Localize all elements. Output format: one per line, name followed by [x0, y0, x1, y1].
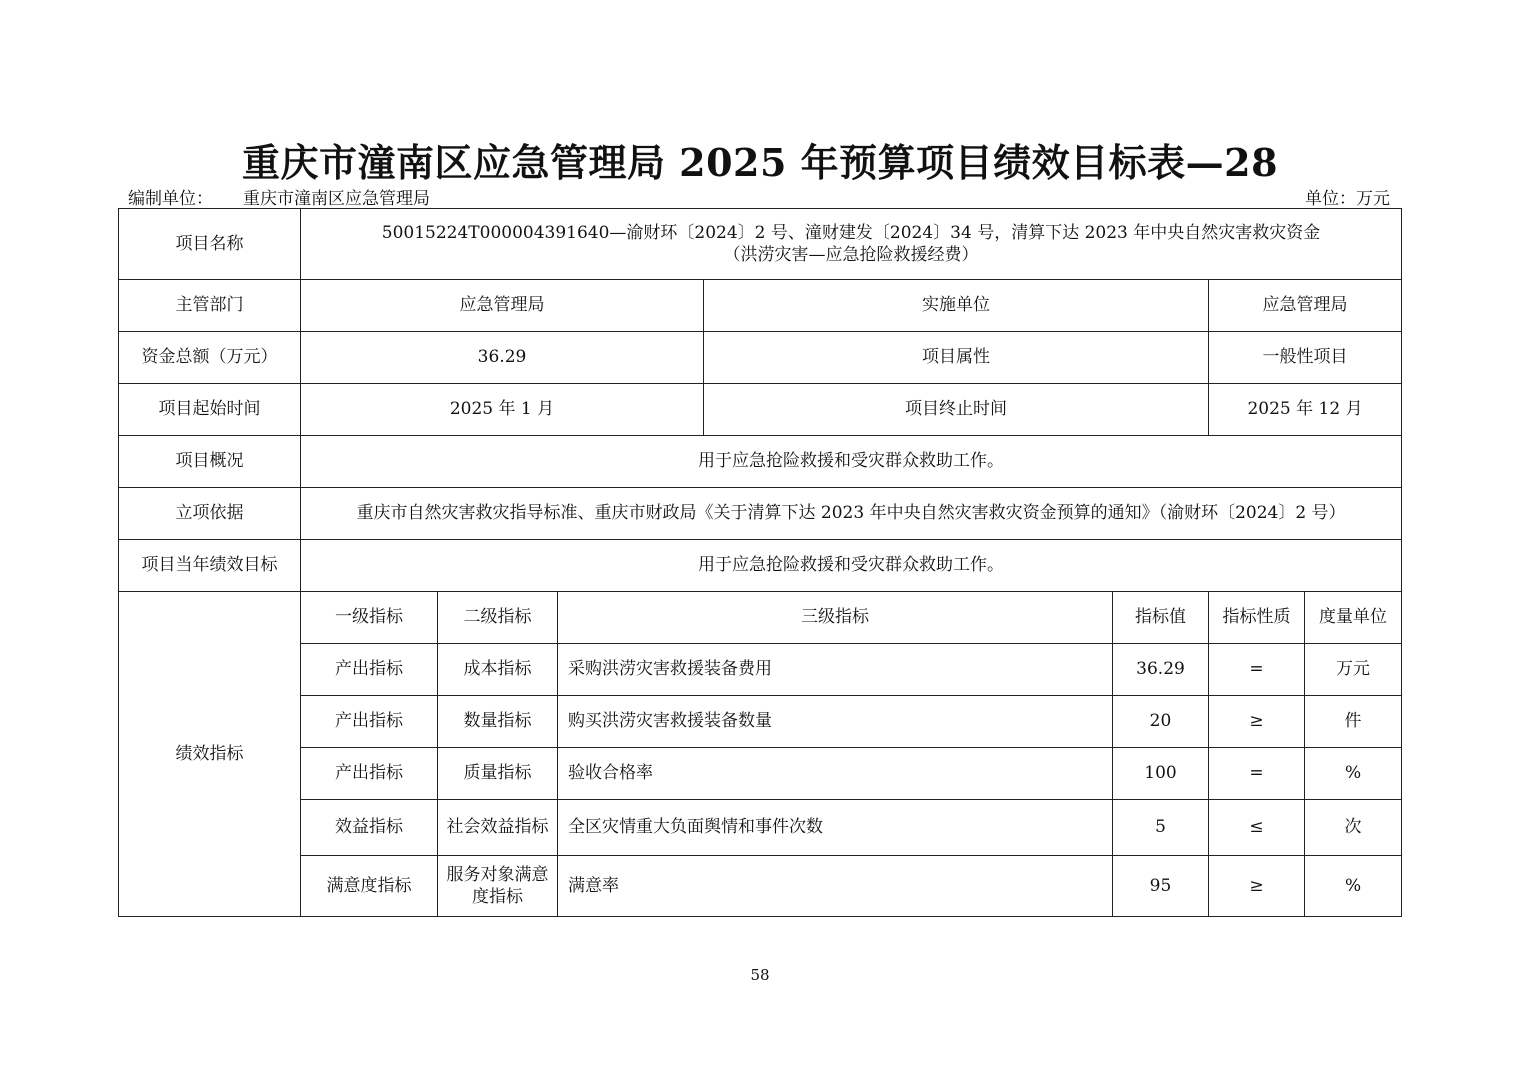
- level2-cell: 社会效益指标: [438, 800, 558, 856]
- row-basis: [119, 488, 1402, 540]
- value-cell: 95: [1113, 856, 1209, 917]
- unit-cell: %: [1305, 856, 1402, 917]
- impl-value: 应急管理局: [1209, 280, 1402, 332]
- level1-cell: 产出指标: [301, 644, 438, 696]
- overview-value: 用于应急抢险救援和受灾群众救助工作。: [301, 436, 1402, 488]
- attr-label: 项目属性: [704, 332, 1209, 384]
- end-label: 项目终止时间: [704, 384, 1209, 436]
- nature-cell: ≥: [1209, 696, 1305, 748]
- goal-value: 用于应急抢险救援和受灾群众救助工作。: [301, 540, 1402, 592]
- fund-value: 36.29: [301, 332, 704, 384]
- header-unit: 度量单位: [1305, 592, 1402, 644]
- value-cell: 20: [1113, 696, 1209, 748]
- page-number: 58: [750, 966, 770, 984]
- unit-cell: 万元: [1305, 644, 1402, 696]
- row-goal: [119, 540, 1402, 592]
- level1-cell: 产出指标: [301, 748, 438, 800]
- dept-label: 主管部门: [119, 280, 301, 332]
- level2-cell: 服务对象满意度指标: [438, 856, 558, 917]
- nature-cell: =: [1209, 644, 1305, 696]
- nature-cell: ≥: [1209, 856, 1305, 917]
- level1-cell: 效益指标: [301, 800, 438, 856]
- end-value: 2025 年 12 月: [1209, 384, 1402, 436]
- indicator-section-label: 绩效指标: [119, 592, 301, 917]
- level3-cell: 采购洪涝灾害救援装备费用: [558, 644, 1113, 696]
- row-time: [119, 384, 1402, 436]
- level3-cell: 满意率: [558, 856, 1113, 917]
- level2-cell: 数量指标: [438, 696, 558, 748]
- row-fund: [119, 332, 1402, 384]
- table-row: [119, 800, 1402, 856]
- table-row: [119, 856, 1402, 917]
- value-cell: 5: [1113, 800, 1209, 856]
- table-row: [119, 748, 1402, 800]
- compiler-label: 编制单位：: [128, 189, 213, 209]
- level1-cell: 满意度指标: [301, 856, 438, 917]
- basis-value: 重庆市自然灾害救灾指导标准、重庆市财政局《关于清算下达 2023 年中央自然灾害救灾资金预算的通知》（渝财环〔2024〕2 号）: [301, 488, 1402, 540]
- unit-cell: 件: [1305, 696, 1402, 748]
- unit-cell: %: [1305, 748, 1402, 800]
- table-row: [119, 644, 1402, 696]
- row-project-name: [119, 209, 1402, 280]
- compiler-line: [128, 184, 430, 209]
- compiler-value: 重庆市潼南区应急管理局: [243, 189, 430, 209]
- nature-cell: ≤: [1209, 800, 1305, 856]
- project-name-line1: 50015224T000004391640—渝财环〔2024〕2 号、潼财建发〔2024〕34 号，清算下达 2023 年中央自然灾害救灾资金: [381, 222, 1321, 243]
- header-nature: 指标性质: [1209, 592, 1305, 644]
- level3-cell: 购买洪涝灾害救援装备数量: [558, 696, 1113, 748]
- header-level1: 一级指标: [301, 592, 438, 644]
- dept-value: 应急管理局: [301, 280, 704, 332]
- project-name-value: [301, 209, 1402, 280]
- start-value: 2025 年 1 月: [301, 384, 704, 436]
- project-name-label: 项目名称: [119, 209, 301, 280]
- level2-cell: 成本指标: [438, 644, 558, 696]
- goal-label: 项目当年绩效目标: [119, 540, 301, 592]
- level3-cell: 全区灾情重大负面舆情和事件次数: [558, 800, 1113, 856]
- impl-label: 实施单位: [704, 280, 1209, 332]
- performance-table: [118, 208, 1402, 917]
- indicator-header-row: [119, 592, 1402, 644]
- start-label: 项目起始时间: [119, 384, 301, 436]
- unit-label: 单位：万元: [1305, 189, 1390, 209]
- attr-value: 一般性项目: [1209, 332, 1402, 384]
- overview-label: 项目概况: [119, 436, 301, 488]
- row-overview: [119, 436, 1402, 488]
- basis-label: 立项依据: [119, 488, 301, 540]
- value-cell: 100: [1113, 748, 1209, 800]
- header-value: 指标值: [1113, 592, 1209, 644]
- level3-cell: 验收合格率: [558, 748, 1113, 800]
- header-level2: 二级指标: [438, 592, 558, 644]
- unit-cell: 次: [1305, 800, 1402, 856]
- project-name-line2: （洪涝灾害—应急抢险救援经费）: [723, 245, 979, 265]
- level2-cell: 质量指标: [438, 748, 558, 800]
- level1-cell: 产出指标: [301, 696, 438, 748]
- row-department: [119, 280, 1402, 332]
- page-title: 重庆市潼南区应急管理局 2025 年预算项目绩效目标表—28: [241, 140, 1279, 185]
- nature-cell: =: [1209, 748, 1305, 800]
- table-row: [119, 696, 1402, 748]
- value-cell: 36.29: [1113, 644, 1209, 696]
- header-level3: 三级指标: [558, 592, 1113, 644]
- fund-label: 资金总额（万元）: [119, 332, 301, 384]
